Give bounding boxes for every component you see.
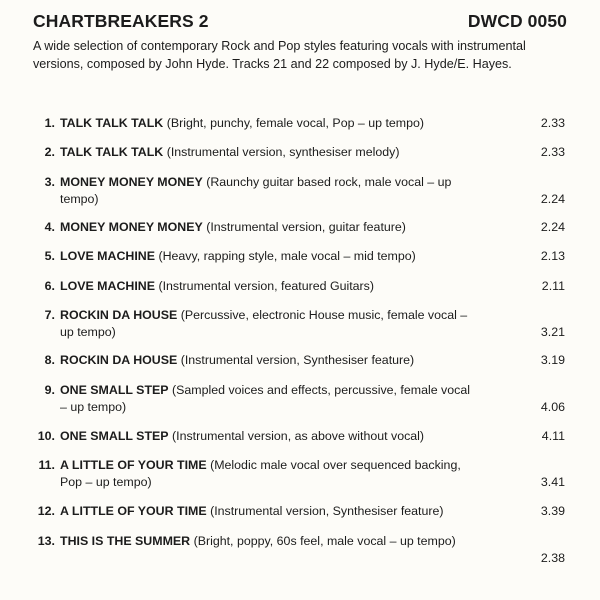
track-number: 2.	[44, 145, 55, 159]
track-text	[60, 144, 480, 161]
track-text	[60, 352, 480, 369]
track-title: ONE SMALL STEP	[60, 429, 169, 443]
album-title: CHARTBREAKERS 2	[33, 11, 209, 31]
track-title: MONEY MONEY MONEY	[60, 175, 203, 189]
track-description: (Instrumental version, guitar feature)	[206, 220, 406, 234]
track-description: (Raunchy guitar based rock, male vocal – up tempo)	[60, 175, 452, 206]
track-number: 12.	[37, 504, 55, 518]
track-text	[60, 533, 480, 550]
track-text	[60, 307, 480, 341]
track-duration: 3.21	[540, 324, 565, 339]
track-number: 3.	[44, 175, 55, 189]
track-title: A LITTLE OF YOUR TIME	[60, 504, 207, 518]
track-title: THIS IS THE SUMMER	[60, 534, 191, 548]
track-title: TALK TALK TALK	[60, 145, 164, 159]
track-duration: 3.41	[540, 474, 565, 489]
track-text	[60, 503, 480, 520]
track-number: 10.	[37, 429, 55, 443]
track-number: 7.	[44, 308, 55, 322]
track-number: 8.	[44, 353, 55, 367]
track-text	[60, 428, 480, 445]
track-duration: 2.33	[540, 116, 565, 130]
track-title: TALK TALK TALK	[60, 116, 164, 130]
track-number: 4.	[44, 220, 55, 234]
track-description: (Bright, punchy, female vocal, Pop – up tempo)	[166, 116, 425, 130]
track-title: MONEY MONEY MONEY	[60, 220, 203, 234]
album-description: A wide selection of contemporary Rock and Pop styles featuring vocals with instrumental versions, composed by John Hyde. Tracks 21 and 22 composed by J. Hyde/E. Hayes.	[33, 39, 526, 71]
track-description: (Sampled voices and effects, percussive, female vocal – up tempo)	[60, 383, 470, 414]
track-number: 6.	[44, 279, 55, 293]
track-duration: 2.24	[540, 191, 565, 206]
track-description: (Instrumental version, Synthesiser feature)	[210, 504, 444, 518]
track-duration: 2.11	[541, 279, 565, 293]
track-number: 1.	[44, 116, 55, 130]
track-duration: 4.11	[541, 429, 565, 443]
track-text	[60, 115, 480, 132]
track-title: ROCKIN DA HOUSE	[60, 308, 178, 322]
track-text	[60, 219, 480, 236]
track-description: (Instrumental version, Synthesiser feature)	[180, 353, 415, 367]
track-title: LOVE MACHINE	[60, 249, 155, 263]
track-description: (Instrumental version, synthesiser melody)	[166, 145, 400, 159]
track-duration: 3.19	[540, 353, 565, 367]
track-text	[60, 174, 480, 208]
track-duration: 4.06	[540, 399, 565, 414]
track-description: (Percussive, electronic House music, female vocal – up tempo)	[60, 308, 468, 339]
track-title: A LITTLE OF YOUR TIME	[60, 458, 207, 472]
catalog-number: DWCD 0050	[467, 11, 567, 31]
track-description: (Melodic male vocal over sequenced backing, Pop – up tempo)	[60, 458, 461, 489]
track-title: LOVE MACHINE	[60, 279, 155, 293]
track-title: ROCKIN DA HOUSE	[60, 353, 178, 367]
track-text	[60, 278, 480, 295]
track-duration: 2.13	[540, 249, 565, 263]
track-number: 9.	[44, 383, 55, 397]
track-number: 11.	[38, 458, 55, 472]
track-description: (Bright, poppy, 60s feel, male vocal – up tempo)	[193, 534, 456, 548]
track-text	[60, 457, 480, 491]
track-description: (Heavy, rapping style, male vocal – mid tempo)	[158, 249, 416, 263]
track-description: (Instrumental version, featured Guitars)	[158, 279, 375, 293]
track-title: ONE SMALL STEP	[60, 383, 169, 397]
track-duration: 2.33	[540, 145, 565, 159]
track-text	[60, 248, 480, 265]
track-number: 13.	[37, 534, 55, 548]
track-duration: 3.39	[540, 504, 565, 518]
track-text	[60, 382, 480, 416]
track-duration: 2.38	[540, 550, 565, 565]
track-number: 5.	[44, 249, 55, 263]
track-description: (Instrumental version, as above without vocal)	[172, 429, 425, 443]
track-duration: 2.24	[540, 220, 565, 234]
